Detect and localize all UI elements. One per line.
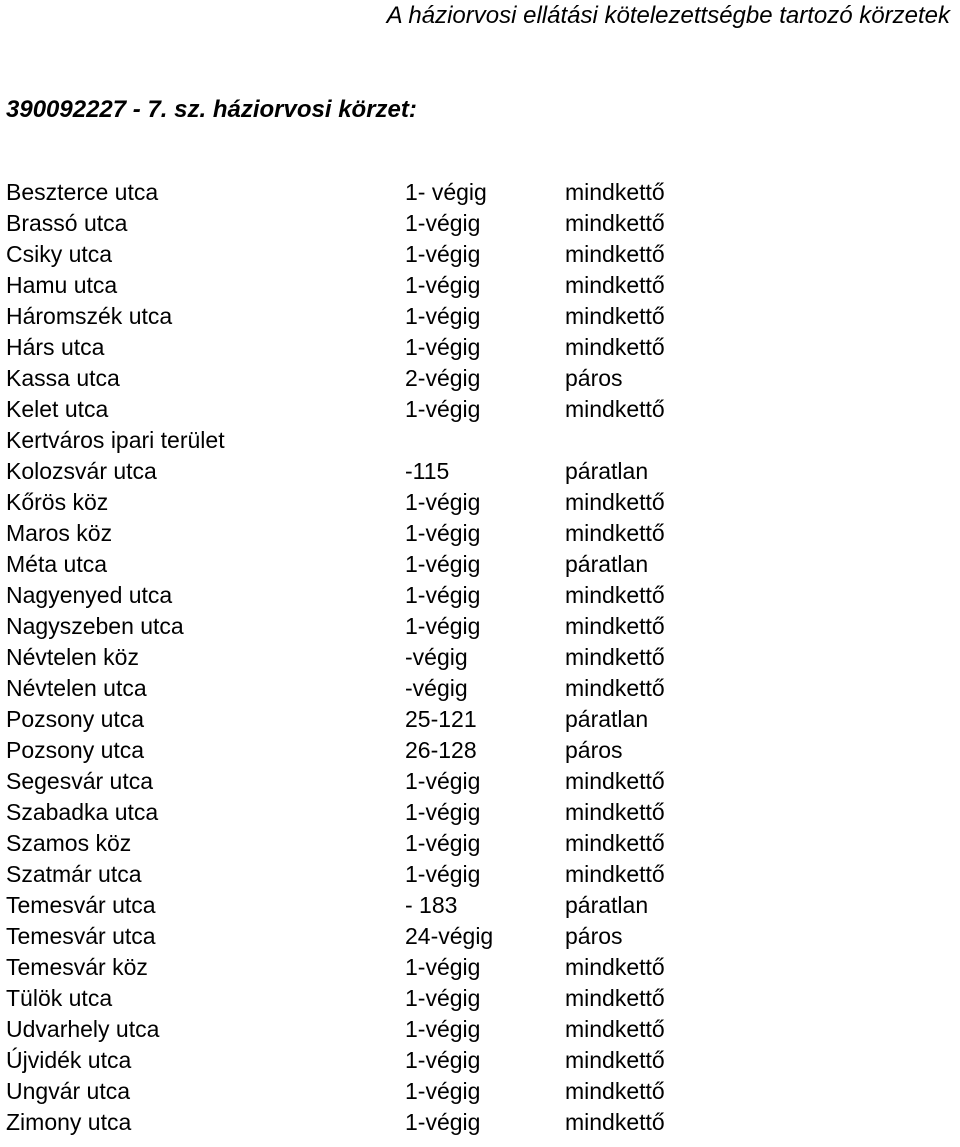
parity-side: mindkettő: [565, 334, 665, 360]
table-row: [6, 890, 945, 921]
table-row: [6, 797, 945, 828]
house-number-range: 1-végig: [405, 241, 481, 267]
house-number-range: 26-128: [405, 737, 477, 763]
house-number-range: 1-végig: [405, 210, 481, 236]
parity-side: mindkettő: [565, 861, 665, 887]
street-name: Brassó utca: [6, 210, 128, 236]
street-name: Hamu utca: [6, 272, 118, 298]
parity-side: mindkettő: [565, 489, 665, 515]
street-name: Nagyenyed utca: [6, 582, 173, 608]
table-row: [6, 952, 945, 983]
street-name: Méta utca: [6, 551, 107, 577]
parity-side: páratlan: [565, 551, 649, 577]
table-row: [6, 859, 945, 890]
table-row: [6, 611, 945, 642]
table-row: [6, 735, 945, 766]
street-name: Csiky utca: [6, 241, 113, 267]
house-number-range: - 183: [405, 892, 458, 918]
street-name: Szamos köz: [6, 830, 132, 856]
table-row: [6, 1014, 945, 1045]
parity-side: [565, 425, 945, 456]
house-number-range: 1-végig: [405, 489, 481, 515]
district-title: 390092227 - 7. sz. háziorvosi körzet:: [6, 96, 417, 123]
parity-side: mindkettő: [565, 830, 665, 856]
street-name: Beszterce utca: [6, 179, 159, 205]
house-number-range: 24-végig: [405, 923, 494, 949]
table-row: [6, 766, 945, 797]
street-name: Kőrös köz: [6, 489, 109, 515]
table-row: [6, 301, 945, 332]
street-table: [6, 177, 945, 1138]
house-number-range: 1-végig: [405, 303, 481, 329]
parity-side: mindkettő: [565, 1078, 665, 1104]
street-name: Temesvár utca: [6, 923, 156, 949]
street-name: Kelet utca: [6, 396, 109, 422]
parity-side: mindkettő: [565, 241, 665, 267]
table-row: [6, 363, 945, 394]
house-number-range: 1-végig: [405, 1078, 481, 1104]
parity-side: páros: [565, 365, 623, 391]
house-number-range: -végig: [405, 644, 468, 670]
parity-side: mindkettő: [565, 272, 665, 298]
parity-side: mindkettő: [565, 210, 665, 236]
street-name: Kassa utca: [6, 365, 120, 391]
house-number-range: 1-végig: [405, 520, 481, 546]
table-row: [6, 580, 945, 611]
table-row: [6, 270, 945, 301]
house-number-range: 1-végig: [405, 799, 481, 825]
street-name: Maros köz: [6, 520, 113, 546]
street-name: Névtelen utca: [6, 675, 147, 701]
street-name: Tülök utca: [6, 985, 113, 1011]
table-row: [6, 642, 945, 673]
table-row: [6, 518, 945, 549]
street-name: Kertváros ipari terület: [6, 427, 225, 453]
table-row: [6, 549, 945, 580]
table-row: [6, 425, 945, 456]
parity-side: mindkettő: [565, 582, 665, 608]
parity-side: mindkettő: [565, 954, 665, 980]
street-rows: [6, 177, 945, 1138]
parity-side: páratlan: [565, 458, 649, 484]
street-name: Udvarhely utca: [6, 1016, 160, 1042]
parity-side: mindkettő: [565, 520, 665, 546]
table-row: [6, 456, 945, 487]
parity-side: mindkettő: [565, 303, 665, 329]
table-row: [6, 704, 945, 735]
parity-side: mindkettő: [565, 1109, 665, 1135]
table-row: [6, 1076, 945, 1107]
street-name: Névtelen köz: [6, 644, 139, 670]
house-number-range: 1-végig: [405, 582, 481, 608]
house-number-range: 1-végig: [405, 1047, 481, 1073]
house-number-range: [405, 425, 565, 456]
table-row: [6, 1045, 945, 1076]
street-name: Nagyszeben utca: [6, 613, 184, 639]
street-name: Ungvár utca: [6, 1078, 131, 1104]
table-row: [6, 239, 945, 270]
parity-side: mindkettő: [565, 1047, 665, 1073]
parity-side: páros: [565, 923, 623, 949]
parity-side: mindkettő: [565, 799, 665, 825]
house-number-range: -végig: [405, 675, 468, 701]
parity-side: mindkettő: [565, 1016, 665, 1042]
house-number-range: 1-végig: [405, 954, 481, 980]
house-number-range: 1-végig: [405, 985, 481, 1011]
house-number-range: 1-végig: [405, 613, 481, 639]
parity-side: páros: [565, 737, 623, 763]
street-name: Újvidék utca: [6, 1047, 132, 1073]
parity-side: mindkettő: [565, 675, 665, 701]
house-number-range: -115: [405, 458, 450, 484]
table-row: [6, 983, 945, 1014]
house-number-range: 1-végig: [405, 830, 481, 856]
table-row: [6, 487, 945, 518]
table-row: [6, 673, 945, 704]
street-name: Kolozsvár utca: [6, 458, 157, 484]
parity-side: mindkettő: [565, 768, 665, 794]
house-number-range: 1- végig: [405, 179, 487, 205]
house-number-range: 1-végig: [405, 396, 481, 422]
street-name: Pozsony utca: [6, 706, 145, 732]
parity-side: páratlan: [565, 706, 649, 732]
parity-side: mindkettő: [565, 396, 665, 422]
table-row: [6, 332, 945, 363]
table-row: [6, 177, 945, 208]
street-name: Temesvár utca: [6, 892, 156, 918]
parity-side: mindkettő: [565, 985, 665, 1011]
parity-side: mindkettő: [565, 644, 665, 670]
house-number-range: 1-végig: [405, 1016, 481, 1042]
table-row: [6, 1107, 945, 1138]
street-name: Szabadka utca: [6, 799, 159, 825]
house-number-range: 1-végig: [405, 334, 481, 360]
street-name: Pozsony utca: [6, 737, 145, 763]
table-row: [6, 921, 945, 952]
house-number-range: 1-végig: [405, 551, 481, 577]
house-number-range: 2-végig: [405, 365, 481, 391]
street-name: Hárs utca: [6, 334, 105, 360]
street-name: Szatmár utca: [6, 861, 142, 887]
house-number-range: 25-121: [405, 706, 477, 732]
table-row: [6, 208, 945, 239]
street-name: Háromszék utca: [6, 303, 173, 329]
table-row: [6, 828, 945, 859]
house-number-range: 1-végig: [405, 861, 481, 887]
street-name: Temesvár köz: [6, 954, 148, 980]
parity-side: mindkettő: [565, 613, 665, 639]
table-row: [6, 394, 945, 425]
street-name: Zimony utca: [6, 1109, 132, 1135]
document-header: A háziorvosi ellátási kötelezettségbe tartozó körzetek: [386, 2, 950, 29]
house-number-range: 1-végig: [405, 1109, 481, 1135]
street-name: Segesvár utca: [6, 768, 154, 794]
parity-side: mindkettő: [565, 179, 665, 205]
house-number-range: 1-végig: [405, 768, 481, 794]
house-number-range: 1-végig: [405, 272, 481, 298]
parity-side: páratlan: [565, 892, 649, 918]
